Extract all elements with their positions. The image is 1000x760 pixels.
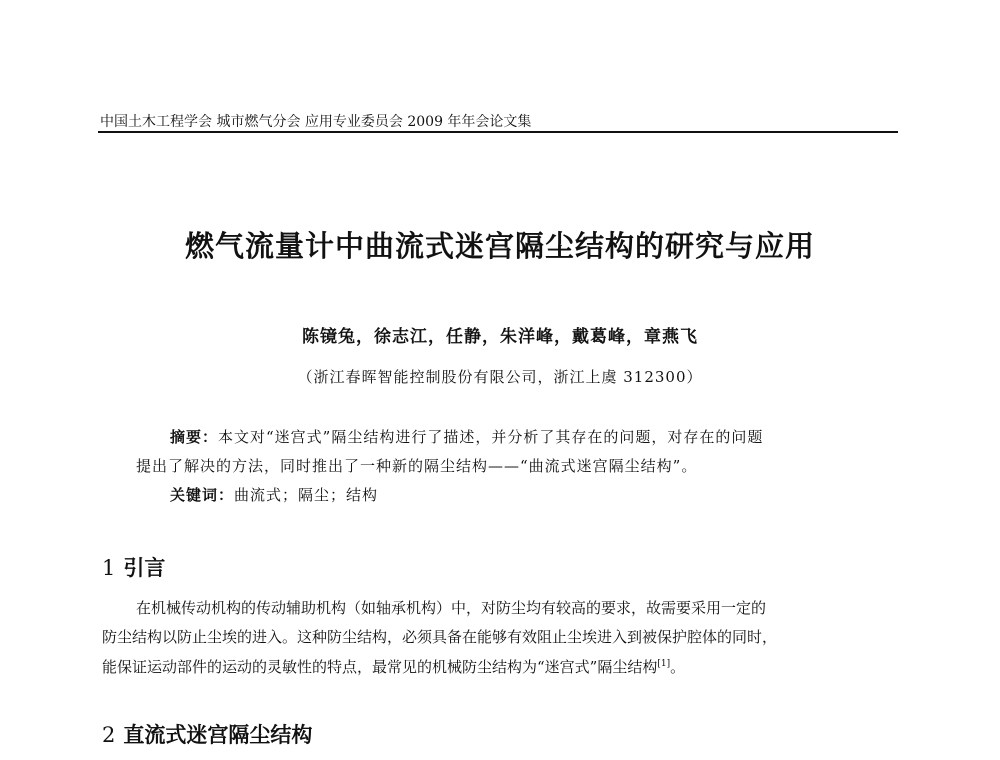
- section-number: 2: [102, 723, 116, 747]
- body-text: 能保证运动部件的运动的灵敏性的特点，最常见的机械防尘结构为“迷宫式”隔尘结构: [102, 658, 658, 676]
- body-text-line: 防尘结构以防止尘埃的进入。这种防尘结构，必须具备在能够有效阻止尘埃进入到被保护腔体的同时，: [102, 628, 778, 646]
- abstract-text-line1: 本文对“迷宫式”隔尘结构进行了描述，并分析了其存在的问题，对存在的问题: [218, 428, 764, 446]
- section-title: 引言: [123, 556, 166, 580]
- section-title: 直流式迷宫隔尘结构: [123, 723, 313, 747]
- body-text-line-with-citation: [102, 656, 685, 677]
- abstract-label: 摘要：: [170, 428, 219, 446]
- section-number: 1: [102, 556, 116, 580]
- keywords: [170, 484, 378, 505]
- citation-marker[interactable]: [1]: [657, 659, 671, 669]
- affiliation: （浙江春晖智能控制股份有限公司，浙江上虞 312300）: [297, 368, 703, 386]
- keywords-label: 关键词：: [170, 486, 235, 504]
- section-heading-straight-labyrinth: [102, 719, 312, 749]
- body-text-line: 在机械传动机构的传动辅助机构（如轴承机构）中，对防尘均有较高的要求，故需要采用一定的: [136, 599, 767, 617]
- abstract-text-line2: 提出了解决的方法，同时推出了一种新的隔尘结构——“曲流式迷宫隔尘结构”。: [136, 457, 698, 475]
- author-list: 陈镜兔，徐志江，任静，朱洋峰，戴葛峰，章燕飞: [302, 327, 698, 347]
- keywords-text: 曲流式；隔尘；结构: [234, 486, 379, 504]
- running-header: 中国土木工程学会 城市燃气分会 应用专业委员会 2009 年年会论文集: [100, 114, 532, 130]
- body-text-end: 。: [670, 658, 686, 676]
- section-heading-introduction: [102, 552, 165, 582]
- header-rule: [98, 131, 898, 133]
- abstract-first-line: [170, 426, 763, 447]
- paper-title: 燃气流量计中曲流式迷宫隔尘结构的研究与应用: [184, 229, 815, 263]
